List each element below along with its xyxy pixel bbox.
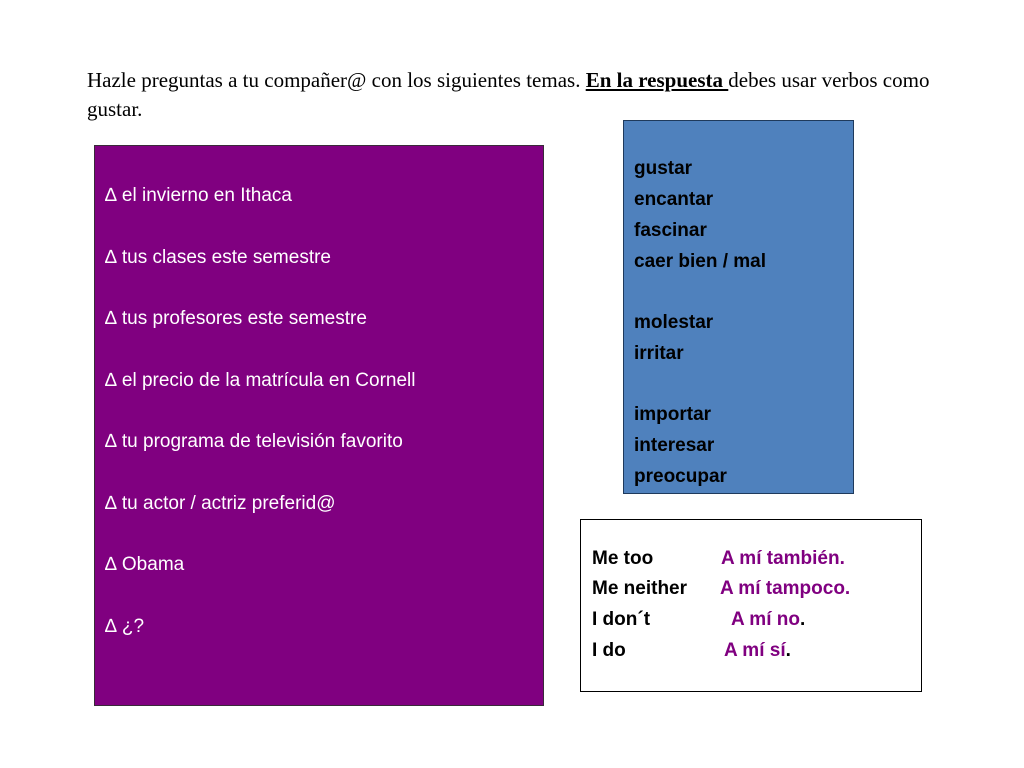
verbs-box xyxy=(623,120,854,494)
topics-box xyxy=(94,145,544,706)
verb-item: importar xyxy=(634,404,712,425)
verb-item: fascinar xyxy=(634,220,707,241)
phrase-english: I don´t xyxy=(592,609,651,630)
verb-item: preocupar xyxy=(634,466,727,487)
topic-item: ∆ tu programa de televisión favorito xyxy=(105,431,403,452)
phrase-punctuation: . xyxy=(799,609,806,630)
verb-item: irritar xyxy=(634,343,684,364)
phrase-spanish-text: A mí también. xyxy=(721,548,845,569)
phrase-english: I do xyxy=(592,640,626,661)
phrase-spanish xyxy=(724,639,791,663)
topic-item: ∆ el precio de la matrícula en Cornell xyxy=(105,370,416,391)
verb-item: encantar xyxy=(634,189,714,210)
instructions-emphasis: En la respuesta xyxy=(585,68,729,92)
instructions-text xyxy=(87,66,947,124)
verb-item: molestar xyxy=(634,312,714,333)
verb-item: interesar xyxy=(634,435,715,456)
topic-item: ∆ Obama xyxy=(105,554,185,575)
phrase-english: Me too xyxy=(592,548,654,569)
instructions-tail: debes usar verbos como gustar. xyxy=(87,68,930,121)
phrase-spanish-text: A mí sí xyxy=(724,640,786,661)
phrase-english: Me neither xyxy=(592,578,688,599)
topic-item: ∆ tus clases este semestre xyxy=(105,247,331,268)
phrase-spanish xyxy=(720,577,850,601)
topic-item: ∆ ¿? xyxy=(105,616,145,637)
phrase-spanish-text: A mí no xyxy=(731,609,800,630)
phrase-spanish xyxy=(731,608,805,632)
topic-item: ∆ el invierno en Ithaca xyxy=(105,185,292,206)
instructions-lead: Hazle preguntas a tu compañer@ con los siguientes temas. xyxy=(87,68,586,92)
topic-item: ∆ tu actor / actriz preferid@ xyxy=(105,493,336,514)
phrase-spanish-text: A mí tampoco. xyxy=(720,578,851,599)
phrase-spanish xyxy=(721,547,845,571)
verb-item: gustar xyxy=(634,158,693,179)
phrase-punctuation: . xyxy=(785,640,791,661)
topic-item: ∆ tus profesores este semestre xyxy=(105,308,367,329)
phrases-box xyxy=(580,519,922,692)
verb-item: caer bien / mal xyxy=(634,251,767,272)
